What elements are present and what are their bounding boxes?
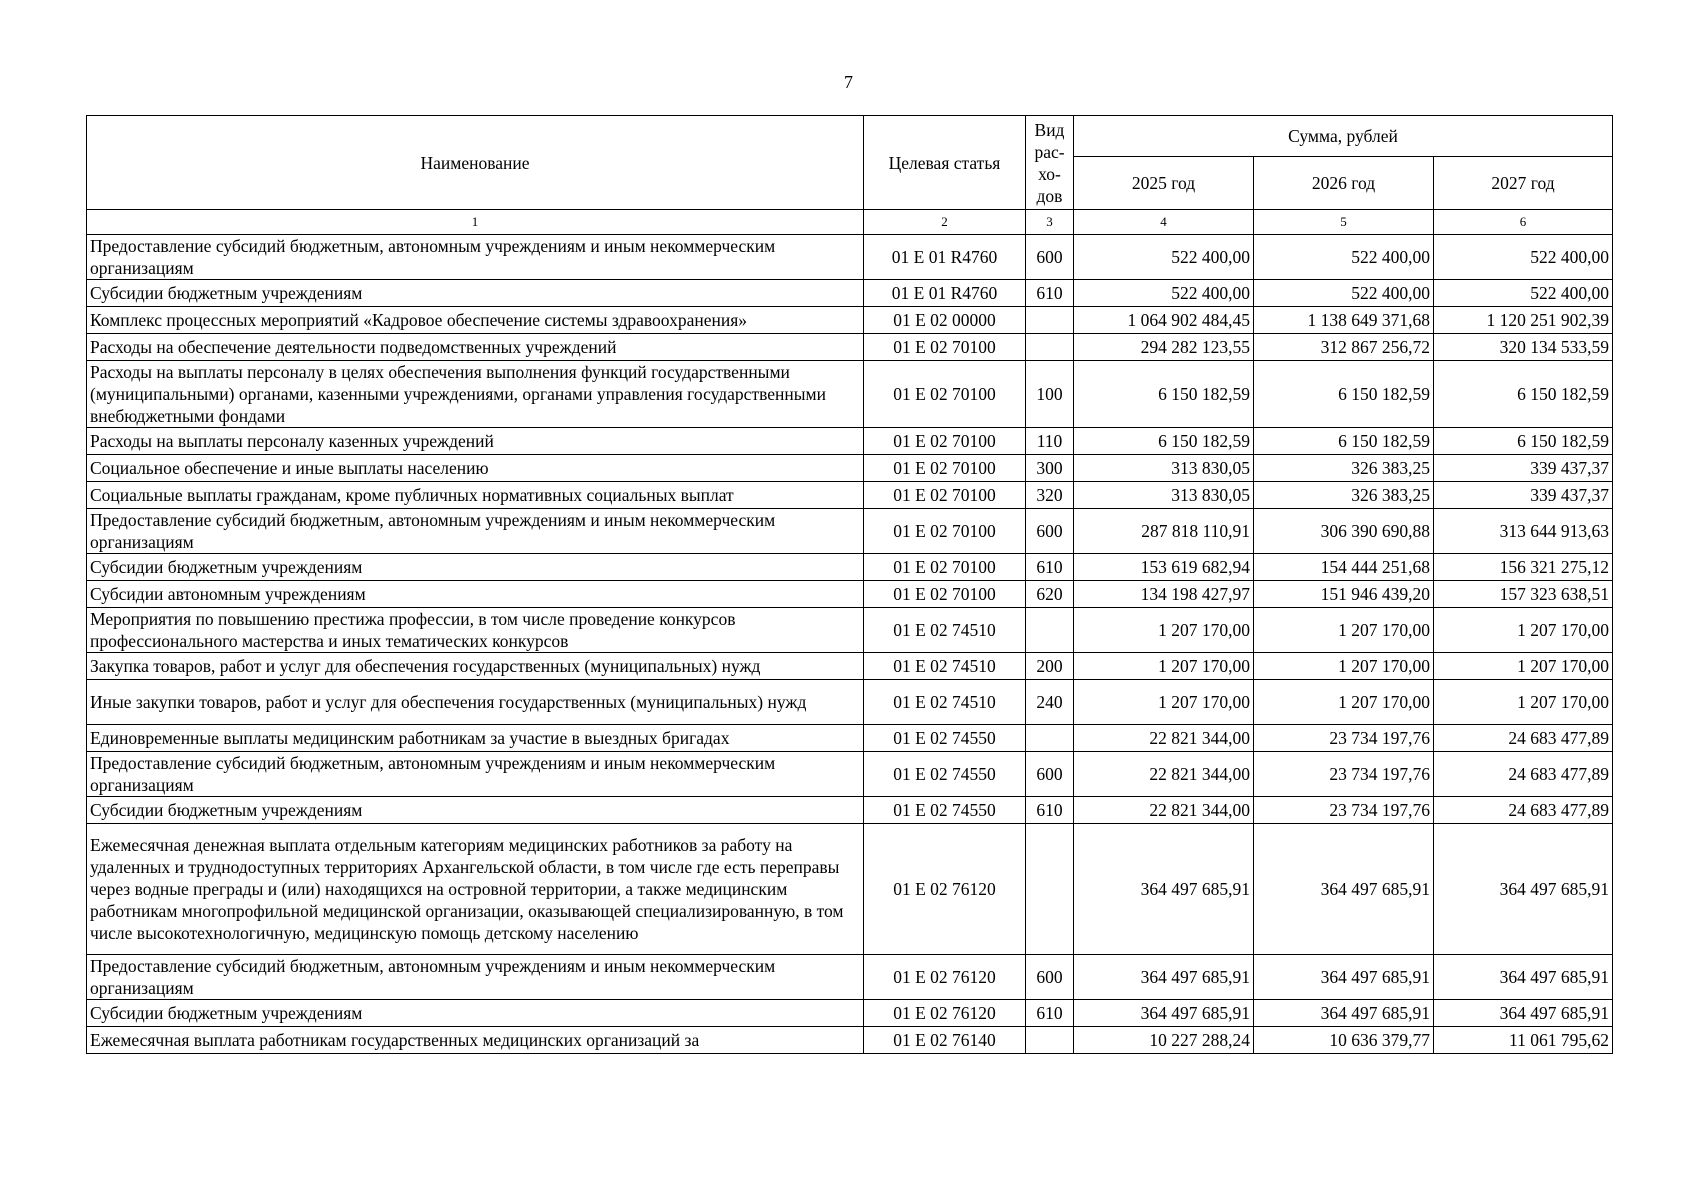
row-amount-2025: 1 207 170,00	[1074, 653, 1254, 680]
table-row	[87, 680, 1613, 725]
row-article-code: 01 Е 01 R4760	[864, 235, 1026, 280]
row-name: Субсидии бюджетным учреждениям	[87, 554, 864, 581]
row-name: Расходы на выплаты персоналу казенных учреждений	[87, 428, 864, 455]
row-amount-2026: 522 400,00	[1254, 280, 1434, 307]
row-name: Субсидии бюджетным учреждениям	[87, 797, 864, 824]
row-article-code: 01 Е 02 74550	[864, 752, 1026, 797]
row-amount-2025: 364 497 685,91	[1074, 1000, 1254, 1027]
page-number: 7	[844, 72, 853, 92]
row-amount-2026: 1 207 170,00	[1254, 653, 1434, 680]
row-expense-type: 200	[1026, 653, 1074, 680]
table-row	[87, 1000, 1613, 1027]
table-row	[87, 653, 1613, 680]
row-amount-2027: 364 497 685,91	[1434, 824, 1613, 955]
row-article-code: 01 Е 02 70100	[864, 509, 1026, 554]
row-amount-2026: 364 497 685,91	[1254, 1000, 1434, 1027]
row-article-code: 01 Е 02 70100	[864, 482, 1026, 509]
row-amount-2027: 157 323 638,51	[1434, 581, 1613, 608]
table-row	[87, 608, 1613, 653]
row-amount-2025: 364 497 685,91	[1074, 824, 1254, 955]
row-name: Субсидии бюджетным учреждениям	[87, 1000, 864, 1027]
row-amount-2027: 1 120 251 902,39	[1434, 307, 1613, 334]
row-article-code: 01 Е 02 70100	[864, 554, 1026, 581]
row-amount-2027: 24 683 477,89	[1434, 797, 1613, 824]
row-amount-2026: 306 390 690,88	[1254, 509, 1434, 554]
row-expense-type: 600	[1026, 509, 1074, 554]
row-article-code: 01 Е 01 R4760	[864, 280, 1026, 307]
row-name: Предоставление субсидий бюджетным, автономным учреждениям и иным некоммерческим организациям	[87, 955, 864, 1000]
table-row	[87, 581, 1613, 608]
row-name: Расходы на обеспечение деятельности подведомственных учреждений	[87, 334, 864, 361]
table-row	[87, 955, 1613, 1000]
row-amount-2026: 1 207 170,00	[1254, 608, 1434, 653]
row-amount-2025: 22 821 344,00	[1074, 752, 1254, 797]
row-article-code: 01 Е 02 76120	[864, 955, 1026, 1000]
row-amount-2027: 6 150 182,59	[1434, 428, 1613, 455]
row-article-code: 01 Е 02 70100	[864, 428, 1026, 455]
column-number: 5	[1254, 210, 1434, 235]
table-row	[87, 752, 1613, 797]
row-name: Социальные выплаты гражданам, кроме публичных нормативных социальных выплат	[87, 482, 864, 509]
table-row	[87, 725, 1613, 752]
table-row	[87, 797, 1613, 824]
row-article-code: 01 Е 02 74510	[864, 608, 1026, 653]
row-amount-2026: 364 497 685,91	[1254, 955, 1434, 1000]
row-amount-2027: 339 437,37	[1434, 455, 1613, 482]
row-amount-2027: 1 207 170,00	[1434, 608, 1613, 653]
row-amount-2025: 6 150 182,59	[1074, 428, 1254, 455]
row-name: Закупка товаров, работ и услуг для обеспечения государственных (муниципальных) нужд	[87, 653, 864, 680]
table-row	[87, 280, 1613, 307]
row-amount-2026: 522 400,00	[1254, 235, 1434, 280]
row-expense-type: 600	[1026, 235, 1074, 280]
row-expense-type	[1026, 608, 1074, 653]
row-amount-2026: 326 383,25	[1254, 482, 1434, 509]
row-amount-2027: 6 150 182,59	[1434, 361, 1613, 428]
row-amount-2025: 1 207 170,00	[1074, 680, 1254, 725]
row-name: Ежемесячная денежная выплата отдельным категориям медицинских работников за работу на удаленных и труднодоступных территориях Архангельской области, в том числе где есть переправы через водные преграды и (или) находящихся на островной территории, а также медицинским работникам многопрофильной медицинской организации, оказывающей специализированную, в том числе высокотехнологичную, медицинскую помощь детскому населению	[87, 824, 864, 955]
row-name: Ежемесячная выплата работникам государственных медицинских организаций за	[87, 1027, 864, 1054]
row-article-code: 01 Е 02 70100	[864, 581, 1026, 608]
row-amount-2027: 11 061 795,62	[1434, 1027, 1613, 1054]
row-amount-2025: 287 818 110,91	[1074, 509, 1254, 554]
row-amount-2025: 1 064 902 484,45	[1074, 307, 1254, 334]
row-article-code: 01 Е 02 74510	[864, 653, 1026, 680]
row-amount-2027: 320 134 533,59	[1434, 334, 1613, 361]
row-expense-type: 600	[1026, 955, 1074, 1000]
table-row	[87, 361, 1613, 428]
row-amount-2025: 134 198 427,97	[1074, 581, 1254, 608]
row-expense-type	[1026, 334, 1074, 361]
row-expense-type: 110	[1026, 428, 1074, 455]
budget-table	[86, 115, 1613, 1054]
row-amount-2025: 1 207 170,00	[1074, 608, 1254, 653]
row-article-code: 01 Е 02 70100	[864, 455, 1026, 482]
row-expense-type: 620	[1026, 581, 1074, 608]
row-amount-2027: 1 207 170,00	[1434, 653, 1613, 680]
row-amount-2025: 364 497 685,91	[1074, 955, 1254, 1000]
row-article-code: 01 Е 02 76120	[864, 824, 1026, 955]
row-name: Субсидии бюджетным учреждениям	[87, 280, 864, 307]
row-name: Расходы на выплаты персоналу в целях обеспечения выполнения функций государственными (муниципальными) органами, казенными учреждениями, органами управления государственными внебюджетными фондами	[87, 361, 864, 428]
header-year-2026: 2026 год	[1254, 157, 1434, 210]
column-number: 4	[1074, 210, 1254, 235]
header-expense-type-line: хо-	[1038, 163, 1061, 184]
header-year-2027: 2027 год	[1434, 157, 1613, 210]
row-expense-type: 320	[1026, 482, 1074, 509]
header-name: Наименование	[87, 116, 864, 210]
row-article-code: 01 Е 02 76140	[864, 1027, 1026, 1054]
row-amount-2025: 10 227 288,24	[1074, 1027, 1254, 1054]
row-article-code: 01 Е 02 00000	[864, 307, 1026, 334]
row-expense-type: 610	[1026, 554, 1074, 581]
row-amount-2025: 522 400,00	[1074, 235, 1254, 280]
row-amount-2026: 10 636 379,77	[1254, 1027, 1434, 1054]
table-row	[87, 1027, 1613, 1054]
row-article-code: 01 Е 02 74550	[864, 797, 1026, 824]
row-amount-2026: 326 383,25	[1254, 455, 1434, 482]
row-amount-2027: 522 400,00	[1434, 235, 1613, 280]
row-amount-2025: 522 400,00	[1074, 280, 1254, 307]
header-expense-type-line: дов	[1036, 185, 1063, 206]
row-amount-2026: 151 946 439,20	[1254, 581, 1434, 608]
header-year-2025: 2025 год	[1074, 157, 1254, 210]
row-name: Мероприятия по повышению престижа профессии, в том числе проведение конкурсов профессионального мастерства и иных тематических конкурсов	[87, 608, 864, 653]
row-amount-2026: 23 734 197,76	[1254, 797, 1434, 824]
row-expense-type: 610	[1026, 280, 1074, 307]
column-number: 1	[87, 210, 864, 235]
row-amount-2027: 364 497 685,91	[1434, 955, 1613, 1000]
row-amount-2027: 522 400,00	[1434, 280, 1613, 307]
row-amount-2026: 312 867 256,72	[1254, 334, 1434, 361]
row-amount-2026: 364 497 685,91	[1254, 824, 1434, 955]
row-expense-type: 300	[1026, 455, 1074, 482]
row-amount-2027: 313 644 913,63	[1434, 509, 1613, 554]
row-amount-2025: 6 150 182,59	[1074, 361, 1254, 428]
row-amount-2025: 22 821 344,00	[1074, 725, 1254, 752]
row-expense-type: 240	[1026, 680, 1074, 725]
table-row	[87, 482, 1613, 509]
row-name: Единовременные выплаты медицинским работникам за участие в выездных бригадах	[87, 725, 864, 752]
row-amount-2026: 1 207 170,00	[1254, 680, 1434, 725]
row-amount-2026: 154 444 251,68	[1254, 554, 1434, 581]
table-row	[87, 824, 1613, 955]
table-row	[87, 235, 1613, 280]
row-amount-2027: 339 437,37	[1434, 482, 1613, 509]
table-row	[87, 509, 1613, 554]
table-row	[87, 455, 1613, 482]
column-number: 6	[1434, 210, 1613, 235]
row-name: Субсидии автономным учреждениям	[87, 581, 864, 608]
row-expense-type: 600	[1026, 752, 1074, 797]
table-row	[87, 554, 1613, 581]
table-body	[87, 235, 1613, 1054]
row-amount-2025: 313 830,05	[1074, 482, 1254, 509]
row-amount-2025: 153 619 682,94	[1074, 554, 1254, 581]
header-article: Целевая статья	[864, 116, 1026, 210]
row-expense-type: 100	[1026, 361, 1074, 428]
row-amount-2025: 294 282 123,55	[1074, 334, 1254, 361]
row-amount-2026: 1 138 649 371,68	[1254, 307, 1434, 334]
row-amount-2027: 24 683 477,89	[1434, 725, 1613, 752]
header-expense-type-line: Вид	[1034, 119, 1065, 140]
row-amount-2026: 23 734 197,76	[1254, 752, 1434, 797]
row-expense-type: 610	[1026, 797, 1074, 824]
row-amount-2027: 24 683 477,89	[1434, 752, 1613, 797]
row-name: Комплекс процессных мероприятий «Кадровое обеспечение системы здравоохранения»	[87, 307, 864, 334]
row-amount-2026: 6 150 182,59	[1254, 361, 1434, 428]
header-expense-type	[1026, 116, 1074, 210]
table-row	[87, 307, 1613, 334]
row-article-code: 01 Е 02 76120	[864, 1000, 1026, 1027]
row-article-code: 01 Е 02 70100	[864, 361, 1026, 428]
row-name: Предоставление субсидий бюджетным, автономным учреждениям и иным некоммерческим организациям	[87, 235, 864, 280]
row-expense-type	[1026, 725, 1074, 752]
row-amount-2027: 156 321 275,12	[1434, 554, 1613, 581]
row-amount-2026: 23 734 197,76	[1254, 725, 1434, 752]
table-row	[87, 334, 1613, 361]
row-expense-type	[1026, 307, 1074, 334]
row-name: Предоставление субсидий бюджетным, автономным учреждениям и иным некоммерческим организациям	[87, 752, 864, 797]
row-amount-2027: 364 497 685,91	[1434, 1000, 1613, 1027]
row-name: Предоставление субсидий бюджетным, автономным учреждениям и иным некоммерческим организациям	[87, 509, 864, 554]
row-name: Иные закупки товаров, работ и услуг для обеспечения государственных (муниципальных) нужд	[87, 680, 864, 725]
row-amount-2026: 6 150 182,59	[1254, 428, 1434, 455]
row-amount-2027: 1 207 170,00	[1434, 680, 1613, 725]
column-number: 2	[864, 210, 1026, 235]
table-row	[87, 428, 1613, 455]
row-expense-type	[1026, 1027, 1074, 1054]
column-number: 3	[1026, 210, 1074, 235]
header-sum: Сумма, рублей	[1074, 116, 1613, 157]
row-article-code: 01 Е 02 74550	[864, 725, 1026, 752]
row-amount-2025: 22 821 344,00	[1074, 797, 1254, 824]
row-article-code: 01 Е 02 70100	[864, 334, 1026, 361]
row-name: Социальное обеспечение и иные выплаты населению	[87, 455, 864, 482]
row-article-code: 01 Е 02 74510	[864, 680, 1026, 725]
row-expense-type: 610	[1026, 1000, 1074, 1027]
row-expense-type	[1026, 824, 1074, 955]
row-amount-2025: 313 830,05	[1074, 455, 1254, 482]
header-expense-type-line: рас-	[1034, 141, 1065, 162]
